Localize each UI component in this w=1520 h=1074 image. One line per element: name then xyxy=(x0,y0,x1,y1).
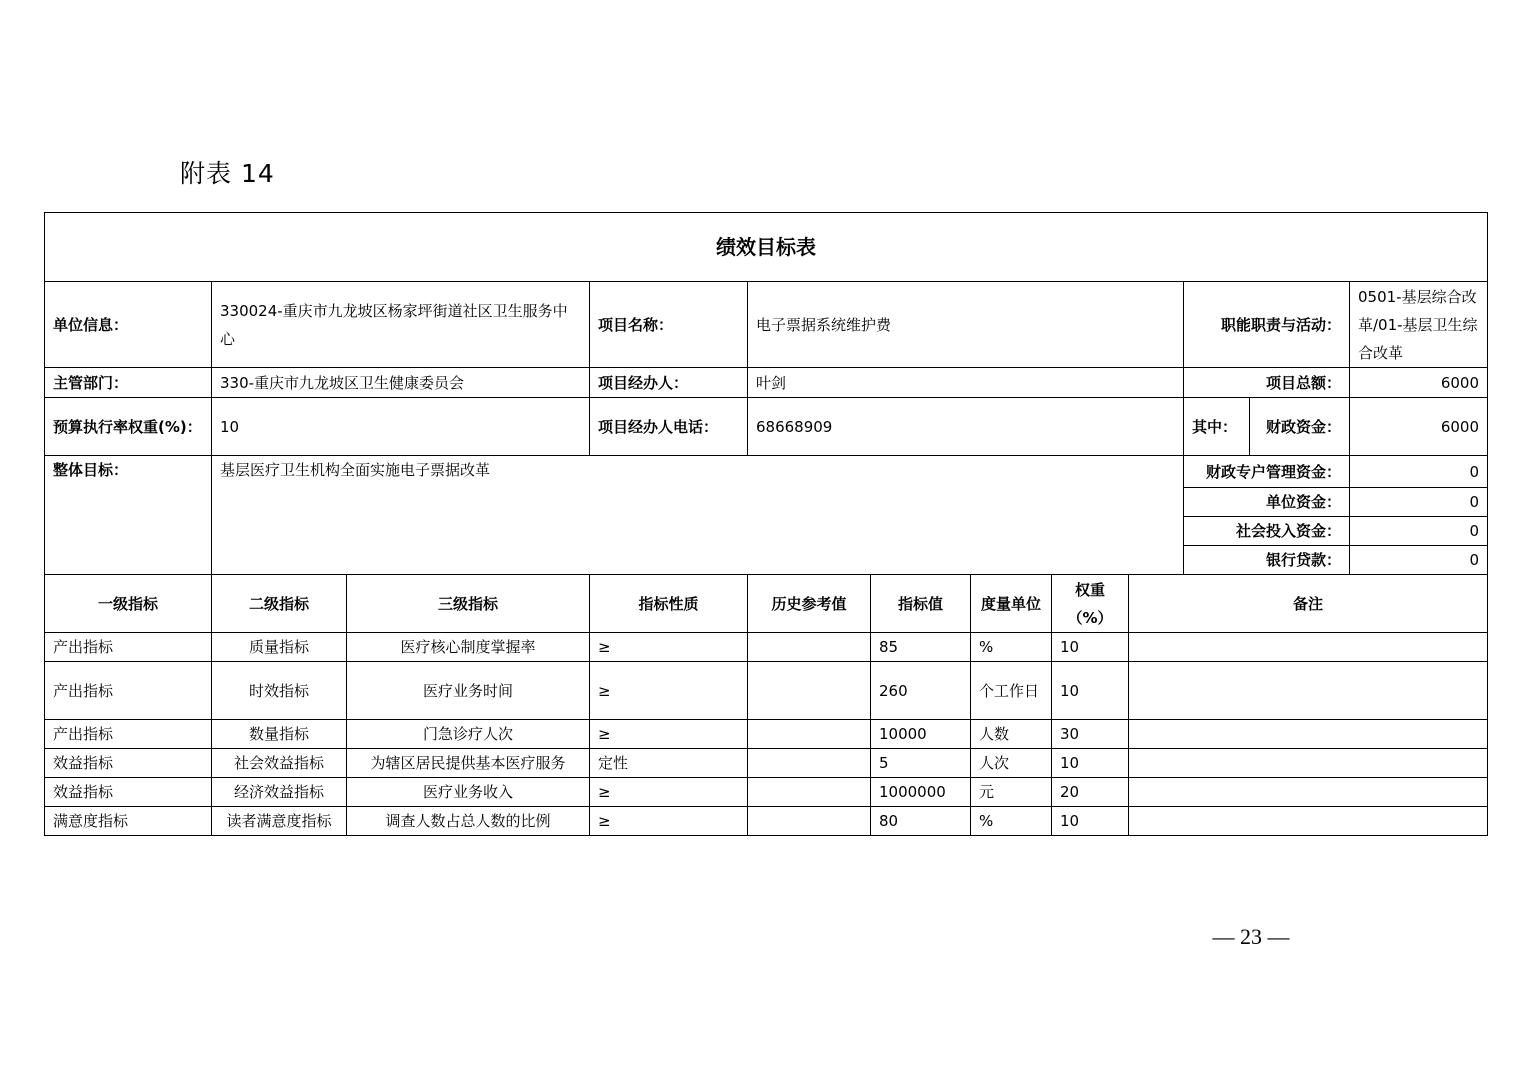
row-level3: 调查人数占总人数的比例 xyxy=(347,807,590,836)
row-level1: 产出指标 xyxy=(45,720,212,749)
table-row xyxy=(45,720,1488,749)
table-row xyxy=(45,633,1488,662)
row-unit: 个工作日 xyxy=(971,662,1052,720)
phone-label: 项目经办人电话： xyxy=(590,398,748,456)
unit-info-label: 单位信息： xyxy=(45,282,212,368)
bank-loan-value: 0 xyxy=(1350,546,1488,575)
row-remark xyxy=(1129,778,1488,807)
indicator-header-row xyxy=(45,575,1488,633)
row-level1: 产出指标 xyxy=(45,662,212,720)
dept-label: 主管部门： xyxy=(45,368,212,398)
page-number: — 23 — xyxy=(1212,924,1290,949)
duty-label: 职能职责与活动： xyxy=(1184,282,1350,368)
row-nature: ≥ xyxy=(590,807,748,836)
row-level1: 产出指标 xyxy=(45,633,212,662)
row-remark xyxy=(1129,749,1488,778)
row-unit: 人次 xyxy=(971,749,1052,778)
manager-value: 叶剑 xyxy=(748,368,1184,398)
row-level1: 效益指标 xyxy=(45,749,212,778)
dept-value: 330-重庆市九龙坡区卫生健康委员会 xyxy=(212,368,590,398)
row-nature: ≥ xyxy=(590,662,748,720)
row-history xyxy=(748,807,871,836)
table-row xyxy=(45,662,1488,720)
row-remark xyxy=(1129,662,1488,720)
row-value: 80 xyxy=(871,807,971,836)
goal-value: 基层医疗卫生机构全面实施电子票据改革 xyxy=(212,456,1184,575)
manager-label: 项目经办人： xyxy=(590,368,748,398)
row-remark xyxy=(1129,807,1488,836)
header-nature: 指标性质 xyxy=(590,575,748,633)
row-level2: 社会效益指标 xyxy=(212,749,347,778)
row-value: 10000 xyxy=(871,720,971,749)
row-nature: ≥ xyxy=(590,778,748,807)
social-funds-value: 0 xyxy=(1350,517,1488,546)
row-value: 85 xyxy=(871,633,971,662)
row-level2: 时效指标 xyxy=(212,662,347,720)
row-weight: 10 xyxy=(1052,633,1129,662)
table-title: 绩效目标表 xyxy=(45,213,1488,282)
row-level3: 门急诊疗人次 xyxy=(347,720,590,749)
budget-weight-label: 预算执行率权重(%)： xyxy=(45,398,212,456)
unit-funds-value: 0 xyxy=(1350,488,1488,517)
total-value: 6000 xyxy=(1350,368,1488,398)
phone-value: 68668909 xyxy=(748,398,1184,456)
special-funds-label: 财政专户管理资金： xyxy=(1184,456,1350,488)
row-remark xyxy=(1129,633,1488,662)
row-unit: 人数 xyxy=(971,720,1052,749)
header-level2: 二级指标 xyxy=(212,575,347,633)
row-history xyxy=(748,720,871,749)
table-row xyxy=(45,749,1488,778)
row-unit: % xyxy=(971,807,1052,836)
table-row xyxy=(45,778,1488,807)
row-value: 5 xyxy=(871,749,971,778)
performance-target-table xyxy=(44,212,1488,836)
row-history xyxy=(748,662,871,720)
fiscal-value: 6000 xyxy=(1350,398,1488,456)
row-level3: 医疗业务收入 xyxy=(347,778,590,807)
attachment-title: 附表 14 xyxy=(180,159,275,188)
unit-info-value: 330024-重庆市九龙坡区杨家坪街道社区卫生服务中心 xyxy=(212,282,590,368)
row-level2: 读者满意度指标 xyxy=(212,807,347,836)
duty-value: 0501-基层综合改革/01-基层卫生综合改革 xyxy=(1350,282,1488,368)
project-name-value: 电子票据系统维护费 xyxy=(748,282,1184,368)
fiscal-label: 财政资金： xyxy=(1250,398,1350,456)
row-weight: 30 xyxy=(1052,720,1129,749)
row-remark xyxy=(1129,720,1488,749)
total-label: 项目总额： xyxy=(1184,368,1350,398)
row-level3: 医疗核心制度掌握率 xyxy=(347,633,590,662)
row-nature: ≥ xyxy=(590,633,748,662)
row-value: 1000000 xyxy=(871,778,971,807)
among-label: 其中： xyxy=(1184,398,1250,456)
row-level1: 满意度指标 xyxy=(45,807,212,836)
row-unit: % xyxy=(971,633,1052,662)
row-level2: 质量指标 xyxy=(212,633,347,662)
row-value: 260 xyxy=(871,662,971,720)
row-level2: 数量指标 xyxy=(212,720,347,749)
row-level3: 为辖区居民提供基本医疗服务 xyxy=(347,749,590,778)
row-history xyxy=(748,778,871,807)
unit-funds-label: 单位资金： xyxy=(1184,488,1350,517)
row-level3: 医疗业务时间 xyxy=(347,662,590,720)
header-weight: 权重（%） xyxy=(1052,575,1129,633)
goal-label: 整体目标： xyxy=(45,456,212,575)
row-unit: 元 xyxy=(971,778,1052,807)
row-nature: ≥ xyxy=(590,720,748,749)
row-level2: 经济效益指标 xyxy=(212,778,347,807)
header-value: 指标值 xyxy=(871,575,971,633)
row-weight: 10 xyxy=(1052,807,1129,836)
header-history: 历史参考值 xyxy=(748,575,871,633)
social-funds-label: 社会投入资金： xyxy=(1184,517,1350,546)
row-history xyxy=(748,633,871,662)
special-funds-value: 0 xyxy=(1350,456,1488,488)
header-level3: 三级指标 xyxy=(347,575,590,633)
row-history xyxy=(748,749,871,778)
row-weight: 10 xyxy=(1052,749,1129,778)
table-row xyxy=(45,807,1488,836)
row-nature: 定性 xyxy=(590,749,748,778)
header-remark: 备注 xyxy=(1129,575,1488,633)
header-unit: 度量单位 xyxy=(971,575,1052,633)
budget-weight-value: 10 xyxy=(212,398,590,456)
bank-loan-label: 银行贷款： xyxy=(1184,546,1350,575)
row-weight: 20 xyxy=(1052,778,1129,807)
header-level1: 一级指标 xyxy=(45,575,212,633)
project-name-label: 项目名称： xyxy=(590,282,748,368)
row-weight: 10 xyxy=(1052,662,1129,720)
row-level1: 效益指标 xyxy=(45,778,212,807)
